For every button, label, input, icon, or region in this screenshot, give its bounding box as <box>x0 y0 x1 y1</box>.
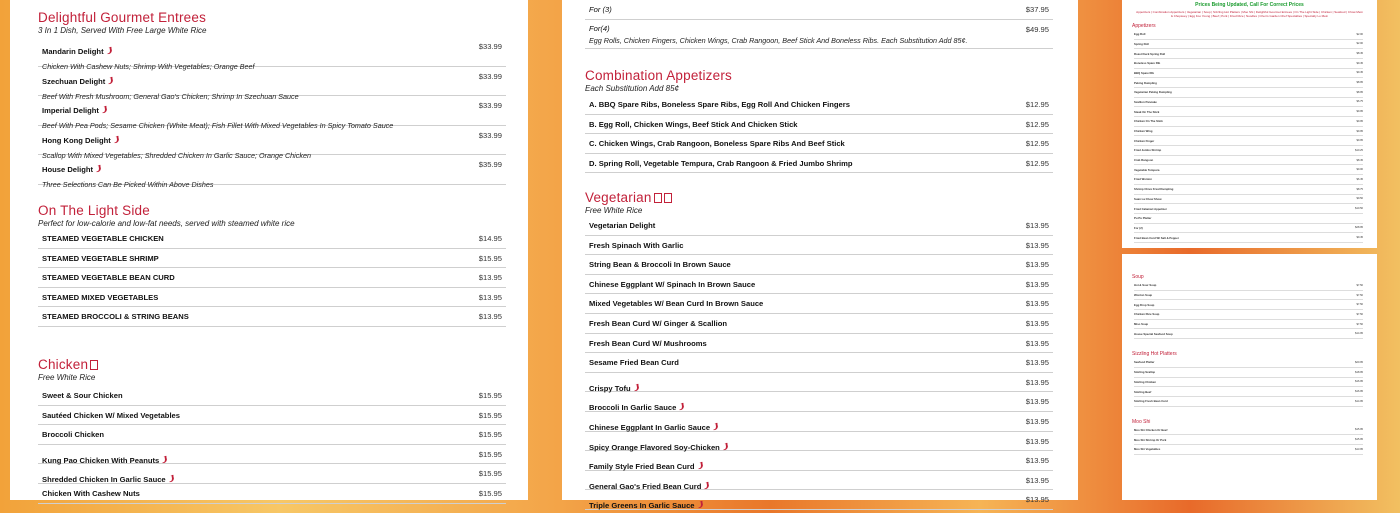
spicy-chili-icon <box>95 165 101 173</box>
item-name: Imperial Delight <box>42 106 99 116</box>
mini-menu-item <box>1134 69 1363 79</box>
item-name: Chicken Wing <box>1134 129 1153 134</box>
mini-menu-item <box>1134 30 1363 40</box>
menu-item <box>585 373 1053 393</box>
item-price: $9.95 <box>1356 119 1363 123</box>
mini-menu-item <box>1134 59 1363 69</box>
item-name: Broccoli Chicken <box>42 430 105 440</box>
item-price: $20.95 <box>1355 360 1363 364</box>
item-name: Vegetable Tempura <box>1134 167 1160 172</box>
item-name: Kung Pao Chicken With Peanuts <box>42 455 160 465</box>
item-price: $13.95 <box>1025 495 1049 505</box>
item-name: STEAMED VEGETABLE CHICKEN <box>42 234 164 243</box>
item-name: B. Egg Roll, Chicken Wings, Beef Stick And Chicken Stick <box>589 119 798 129</box>
mini-menu-item <box>1134 281 1363 291</box>
spicy-chili-icon <box>704 481 710 489</box>
item-price: $15.95 <box>478 391 502 400</box>
item-price: $33.99 <box>478 42 502 51</box>
mini-menu-item <box>1134 378 1363 388</box>
menu-item <box>38 268 506 288</box>
item-price: $12.95 <box>1025 158 1049 168</box>
section-gourmet-entrees <box>38 10 506 190</box>
mini-menu-item <box>1134 117 1363 127</box>
menu-item <box>585 115 1053 135</box>
item-name: Sweet & Sour Chicken <box>42 391 123 400</box>
item-price: $2.00 <box>1356 32 1363 36</box>
menu-item <box>38 307 506 327</box>
item-price: $6.75 <box>1356 100 1363 104</box>
item-price: $13.95 <box>1025 416 1049 426</box>
item-price: $9.95 <box>1356 129 1363 133</box>
section-title: Sizzling Hot Platters <box>1132 351 1177 358</box>
item-price: $7.50 <box>1356 312 1363 316</box>
menu-item <box>38 126 506 160</box>
mini-menu-item <box>1134 136 1363 146</box>
item-name: Scallion Pancake <box>1134 99 1157 104</box>
item-price: $16.95 <box>1355 380 1363 384</box>
item-price: $8.95 <box>1356 90 1363 94</box>
mini-menu-item <box>1134 127 1363 137</box>
item-price: $28.95 <box>1355 226 1363 230</box>
item-name: Boneless Spare Rib <box>1134 61 1161 66</box>
mini-menu-item <box>1134 368 1363 378</box>
item-price: $9.95 <box>1356 110 1363 114</box>
spicy-chili-icon <box>162 455 168 463</box>
item-price: $13.95 <box>1025 397 1049 407</box>
menu-item <box>585 432 1053 452</box>
item-price: $8.45 <box>1356 52 1363 56</box>
section-light-side <box>38 203 506 327</box>
item-price: $7.50 <box>1356 283 1363 287</box>
item-name: Hot & Sour Soup <box>1134 283 1157 288</box>
item-name: Hong Kong Delight <box>42 135 111 145</box>
item-description: Three Selections Can Be Picked Within Above Dishes <box>42 180 214 190</box>
spicy-chili-icon <box>697 501 703 509</box>
menu-item <box>38 67 506 101</box>
mini-menu-item <box>1134 185 1363 195</box>
menu-item <box>585 236 1053 256</box>
menu-item <box>585 314 1053 334</box>
item-name: Sizzling Fresh Bean Curd <box>1134 399 1168 404</box>
menu-item <box>38 484 506 504</box>
mini-menu-item <box>1134 195 1363 205</box>
item-description: Scallop With Mixed Vegetables; Shredded Chicken In Garlic Sauce; Orange Chicken <box>42 150 311 160</box>
item-name: Sizzling Beef <box>1134 389 1152 394</box>
item-name: C. Chicken Wings, Crab Rangoon, Boneless Spare Ribs And Beef Stick <box>589 139 845 149</box>
item-price: $49.95 <box>1025 24 1049 34</box>
item-name: Shrimp Chive Fried Dumpling <box>1134 187 1174 192</box>
item-price: $18.95 <box>1355 370 1363 374</box>
mini-menu-item <box>1134 175 1363 185</box>
item-price: $15.95 <box>478 253 502 263</box>
mini-menu-item <box>1134 233 1363 243</box>
menu-item <box>585 412 1053 432</box>
spicy-chili-icon <box>106 47 112 55</box>
menu-item <box>585 294 1053 314</box>
item-name: A. BBQ Spare Ribs, Boneless Spare Ribs, Egg Roll And Chicken Fingers <box>589 100 850 109</box>
mini-menu-item <box>1134 224 1363 234</box>
menu-item <box>585 0 1053 20</box>
mini-menu-item <box>1134 320 1363 330</box>
item-name: STEAMED VEGETABLE BEAN CURD <box>42 273 175 283</box>
item-name: Moo Shi Chicken Or Beef <box>1134 427 1168 432</box>
item-name: Fried Jumbo Shrimp <box>1134 148 1162 153</box>
spicy-chili-icon <box>697 462 703 470</box>
item-price: $12.95 <box>1025 139 1049 149</box>
spicy-chili-icon <box>108 76 114 84</box>
section-subtitle: Free White Rice <box>38 373 96 382</box>
mini-menu-item <box>1134 397 1363 407</box>
item-price: $9.95 <box>1356 139 1363 143</box>
item-price: $12.95 <box>1025 119 1049 129</box>
spicy-chili-icon <box>633 383 639 391</box>
item-name: Fresh Bean Curd W/ Mushrooms <box>589 338 707 348</box>
menu-item <box>585 451 1053 471</box>
item-name: Vegetarian Delight <box>589 221 656 230</box>
item-price: $13.95 <box>1025 475 1049 485</box>
item-name: Chicken On The Stick <box>1134 119 1163 124</box>
spicy-chili-icon <box>113 135 119 143</box>
item-name: Moo Shi Shrimp Or Pork <box>1134 437 1167 442</box>
menu-item <box>38 425 506 445</box>
item-price: $15.95 <box>478 488 502 498</box>
item-name: Chinese Eggplant W/ Spinach In Brown Sauce <box>589 279 756 289</box>
mini-menu-item <box>1134 40 1363 50</box>
item-name: Mixed Vegetables W/ Bean Curd In Brown Sauce <box>589 299 764 309</box>
mini-menu-item <box>1134 49 1363 59</box>
spicy-chili-icon <box>713 423 719 431</box>
menu-item <box>38 96 506 131</box>
menu-item <box>38 229 506 249</box>
mini-menu-item <box>1134 107 1363 117</box>
item-name: Sesame Fried Bean Curd <box>589 358 679 368</box>
mini-menu-item <box>1134 300 1363 310</box>
spicy-chili-icon <box>679 403 685 411</box>
item-description: Beef With Pea Pods; Sesame Chicken (White Meat); Fish Fillet With Mixed Vegetables In Spicy Tomato Sauce <box>42 121 394 131</box>
item-name: STEAMED MIXED VEGETABLES <box>42 292 159 302</box>
menu-item <box>585 334 1053 354</box>
menu-thumbnail-top <box>1122 0 1377 248</box>
menu-item <box>585 275 1053 295</box>
item-price: $16.95 <box>1355 390 1363 394</box>
item-description: Beef With Fresh Mushroom; General Gao's Chicken; Shrimp In Szechuan Sauce <box>42 91 299 101</box>
chinese-char-icon <box>90 360 98 370</box>
item-price: $15.95 <box>478 410 502 420</box>
section-subtitle: 3 In 1 Dish, Served With Free Large White Rice <box>38 26 207 35</box>
item-price: $13.95 <box>1025 318 1049 328</box>
menu-item <box>38 288 506 308</box>
item-name: Peking Dumpling <box>1134 80 1157 85</box>
item-name: Seafood Platter <box>1134 360 1155 365</box>
item-name: STEAMED BROCCOLI & STRING BEANS <box>42 312 189 322</box>
menu-page-middle <box>562 0 1078 511</box>
item-price: $9.50 <box>1356 197 1363 201</box>
spicy-chili-icon <box>168 475 174 483</box>
section-title: Soup <box>1132 274 1144 280</box>
mini-menu-item <box>1134 291 1363 301</box>
item-name: Crispy Tofu <box>589 383 631 393</box>
item-name: Pu Pu Platter <box>1134 216 1152 221</box>
item-price: $8.75 <box>1356 187 1363 191</box>
item-price: $37.95 <box>1025 5 1049 14</box>
section-title: Delightful Gourmet Entrees <box>38 10 207 25</box>
item-price: $33.99 <box>478 101 502 111</box>
item-name: Wonton Soup <box>1134 293 1153 298</box>
item-price: $7.50 <box>1356 303 1363 307</box>
item-name: Szechuan Delight <box>42 76 106 86</box>
item-price: $9.45 <box>1356 71 1363 75</box>
item-price: $9.00 <box>1356 168 1363 172</box>
mini-menu-item <box>1134 156 1363 166</box>
item-price: $33.99 <box>478 71 502 81</box>
item-name: Sizzling Scallop <box>1134 370 1156 375</box>
menu-item <box>585 471 1053 491</box>
menu-item <box>585 490 1053 510</box>
price-update-banner: Prices Being Updated, Call For Correct Prices <box>1195 2 1304 8</box>
item-name: Vegetarian Peking Dumpling <box>1134 90 1172 95</box>
item-name: Fried Calamari Appetizer <box>1134 206 1167 211</box>
item-price: $2.00 <box>1356 42 1363 46</box>
item-name: Crab Rangoon <box>1134 158 1154 163</box>
item-price: $8.45 <box>1356 158 1363 162</box>
item-price: $15.95 <box>1355 428 1363 432</box>
item-name: House Special Seafood Soup <box>1134 331 1173 336</box>
item-name: BBQ Spare Rib <box>1134 70 1155 75</box>
item-name: String Bean & Broccoli In Brown Sauce <box>589 260 731 270</box>
item-price: $6.45 <box>1356 177 1363 181</box>
section-title: Appetizers <box>1132 22 1156 29</box>
spicy-chili-icon <box>101 106 107 114</box>
menu-item <box>38 406 506 426</box>
item-name: STEAMED VEGETABLE SHRIMP <box>42 253 159 263</box>
item-name: Fried Wonton <box>1134 177 1152 182</box>
mini-menu-item <box>1134 78 1363 88</box>
item-price: $15.95 <box>478 430 502 440</box>
menu-item <box>585 392 1053 412</box>
item-name: Suan La Chow Show <box>1134 196 1162 201</box>
item-price: $14.95 <box>1355 332 1363 336</box>
menu-item <box>38 37 506 71</box>
item-name: Shredded Chicken In Garlic Sauce <box>42 475 166 485</box>
item-price: $13.95 <box>478 292 502 302</box>
mini-menu-item <box>1134 426 1363 436</box>
menu-item <box>38 155 506 190</box>
mini-menu-item <box>1134 435 1363 445</box>
item-name: General Gao's Fried Bean Curd <box>589 481 702 491</box>
spicy-chili-icon <box>722 442 728 450</box>
item-name: Triple Greens In Garlic Sauce <box>589 501 695 511</box>
mini-menu-item <box>1134 358 1363 368</box>
item-price: $13.95 <box>1025 260 1049 270</box>
menu-item <box>38 464 506 484</box>
section-chicken <box>38 357 506 504</box>
item-price: $13.95 <box>1025 456 1049 466</box>
item-price: $14.95 <box>1355 399 1363 403</box>
item-name: Steak On The Stick <box>1134 109 1160 114</box>
item-price: $13.95 <box>1355 447 1363 451</box>
item-name: Fresh Spinach With Garlic <box>589 240 684 250</box>
menu-item <box>585 95 1053 115</box>
item-price: $9.45 <box>1356 61 1363 65</box>
item-name: Fried Bean Curd W/ Salt & Pepper <box>1134 235 1179 240</box>
section-title: Chicken <box>38 357 506 372</box>
item-price: $15.95 <box>478 449 502 459</box>
section-subtitle: Each Substitution Add 85¢ <box>585 84 679 93</box>
item-name: Broccoli In Garlic Sauce <box>589 403 677 413</box>
section-subtitle: Free White Rice <box>585 206 643 215</box>
item-price: $13.95 <box>1025 436 1049 446</box>
item-name: Chicken With Cashew Nuts <box>42 488 140 498</box>
item-price: $7.50 <box>1356 322 1363 326</box>
item-name: D. Spring Roll, Vegetable Tempura, Crab Rangoon & Fried Jumbo Shrimp <box>589 158 853 168</box>
item-description: Chicken With Cashew Nuts; Shrimp With Vegetables; Orange Beef <box>42 62 255 71</box>
item-price: $35.99 <box>478 160 502 170</box>
section-pupu-continued <box>585 0 1053 49</box>
chinese-char-icon <box>664 193 672 203</box>
mini-menu-item <box>1134 329 1363 339</box>
item-name: Chicken Rice Soup <box>1134 312 1160 317</box>
item-name: Miso Soup <box>1134 322 1149 327</box>
menu-item <box>585 20 1053 50</box>
item-price: $7.50 <box>1356 293 1363 297</box>
item-name: Spicy Orange Flavored Soy-Chicken <box>589 442 720 452</box>
menu-item <box>585 154 1053 174</box>
item-price: $8.95 <box>1356 81 1363 85</box>
item-name: Moo Shi Vegetables <box>1134 447 1161 452</box>
item-price: $13.95 <box>1025 279 1049 289</box>
section-combination-appetizers <box>585 68 1053 173</box>
item-name: For (2) <box>1134 225 1143 230</box>
mini-menu-item <box>1134 165 1363 175</box>
section-vegetarian <box>585 190 1053 510</box>
item-name: Spring Roll <box>1134 41 1149 46</box>
category-nav[interactable]: Appetizers | Combination Appetizers | Vegetarian | Soup | Sizzling Hot Platters | Moo Shi | Delightful Gourmet Entrees | On The Light Side | Chicken | Seafood | Chow Mein & Chopsuey | Egg Foo Young | Beef | Pork | Fried Rice | Noodles | Chen's Garden Chef Specialties | Specialty Lo Mein <box>1136 10 1363 19</box>
item-price: $13.95 <box>1025 240 1049 250</box>
mini-menu-item <box>1134 445 1363 455</box>
item-price: $33.99 <box>478 130 502 140</box>
item-name: For(4) <box>589 23 610 33</box>
mini-menu-item <box>1134 214 1363 224</box>
item-name: Egg Drop Soup <box>1134 302 1155 307</box>
item-price: $13.95 <box>478 273 502 283</box>
item-name: Sautéed Chicken W/ Mixed Vegetables <box>42 410 180 420</box>
menu-thumbnail-bottom <box>1122 254 1377 500</box>
mini-menu-item <box>1134 310 1363 320</box>
section-title: Combination Appetizers <box>585 68 732 83</box>
item-name: Chicken Finger <box>1134 138 1155 143</box>
item-price: $12.95 <box>1025 100 1049 109</box>
item-price: $13.95 <box>1025 338 1049 348</box>
item-name: Roast Duck Spring Roll <box>1134 51 1166 56</box>
item-price: $15.95 <box>1355 438 1363 442</box>
item-price: $10.25 <box>1355 148 1363 152</box>
item-name: Sizzling Chicken <box>1134 379 1157 384</box>
menu-item <box>585 353 1053 373</box>
item-description: Egg Rolls, Chicken Fingers, Chicken Wings, Crab Rangoon, Beef Stick And Boneless Ribs. Each Substitution Add 85¢. <box>589 35 968 45</box>
item-price: $14.95 <box>478 234 502 243</box>
item-name: Fresh Bean Curd W/ Ginger & Scallion <box>589 318 727 328</box>
item-name: Chinese Eggplant In Garlic Sauce <box>589 422 711 432</box>
mini-menu-item <box>1134 146 1363 156</box>
menu-item <box>38 445 506 465</box>
section-title: Vegetarian <box>585 190 1053 205</box>
item-price: $10.50 <box>1355 207 1363 211</box>
item-price: $13.95 <box>1025 358 1049 368</box>
section-title: Moo Shi <box>1132 418 1151 425</box>
mini-menu-item <box>1134 88 1363 98</box>
section-title: On The Light Side <box>38 203 150 218</box>
item-price: $9.45 <box>1356 236 1363 240</box>
chinese-char-icon <box>654 193 662 203</box>
item-name: Mandarin Delight <box>42 47 104 56</box>
menu-item <box>38 386 506 406</box>
item-name: Family Style Fried Bean Curd <box>589 462 695 472</box>
item-price: $13.95 <box>1025 377 1049 387</box>
mini-menu-item <box>1134 98 1363 108</box>
menu-item <box>585 216 1053 236</box>
menu-item <box>38 249 506 269</box>
item-price: $15.95 <box>478 469 502 479</box>
item-price: $13.95 <box>1025 221 1049 230</box>
item-price: $13.95 <box>1025 299 1049 309</box>
item-name: For (3) <box>589 5 612 14</box>
menu-item <box>585 255 1053 275</box>
item-name: Egg Roll <box>1134 32 1146 37</box>
section-subtitle: Perfect for low-calorie and low-fat needs, served with steamed white rice <box>38 219 295 228</box>
item-name: House Delight <box>42 165 94 175</box>
mini-menu-item <box>1134 387 1363 397</box>
menu-page-left <box>10 0 528 500</box>
item-price: $13.95 <box>478 312 502 322</box>
menu-item <box>585 134 1053 154</box>
mini-menu-item <box>1134 204 1363 214</box>
